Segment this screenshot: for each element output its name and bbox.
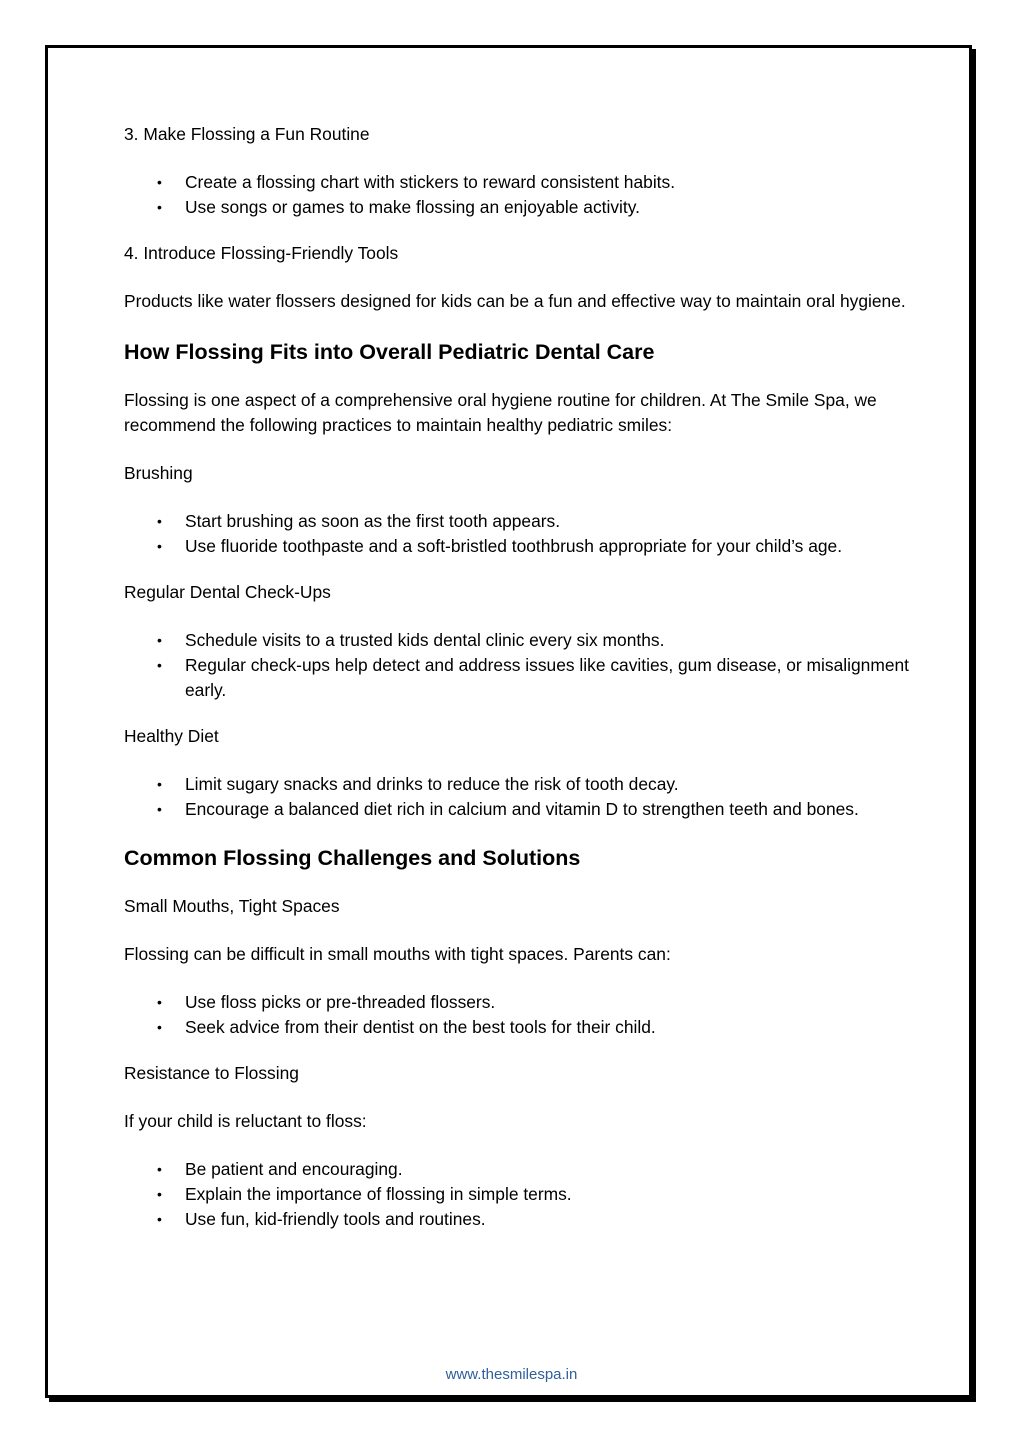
- bullet-list: [124, 990, 914, 1040]
- list-item: [124, 990, 914, 1015]
- paragraph: Brushing: [124, 463, 193, 483]
- list-item: [124, 653, 914, 703]
- list-item-text: Encourage a balanced diet rich in calcium and vitamin D to strengthen teeth and bones.: [185, 799, 859, 819]
- list-item: [124, 1182, 914, 1207]
- list-item-text: Be patient and encouraging.: [185, 1159, 403, 1179]
- bullet-list: [124, 772, 914, 822]
- bullet-icon: •: [157, 199, 162, 215]
- list-item: [124, 1207, 914, 1232]
- list-item-text: Use floss picks or pre-threaded flossers.: [185, 992, 496, 1012]
- list-item-text: Regular check-ups help detect and address issues like cavities, gum disease, or misalignment early.: [185, 655, 910, 700]
- paragraph: Flossing is one aspect of a comprehensive oral hygiene routine for children. At The Smile Spa, we recommend the following practices to maintain healthy pediatric smiles:: [124, 390, 877, 435]
- paragraph: If your child is reluctant to floss:: [124, 1111, 367, 1131]
- bullet-list: [124, 170, 914, 220]
- bullet-icon: •: [157, 632, 162, 648]
- list-item: [124, 772, 914, 797]
- bullet-list: [124, 628, 914, 703]
- document-body: [124, 122, 914, 1253]
- list-item-text: Use fun, kid-friendly tools and routines.: [185, 1209, 486, 1229]
- paragraph: Flossing can be difficult in small mouths with tight spaces. Parents can:: [124, 944, 671, 964]
- bullet-icon: •: [157, 513, 162, 529]
- footer-url[interactable]: www.thesmilespa.in: [445, 1366, 578, 1383]
- bullet-icon: •: [157, 1211, 162, 1227]
- list-item-text: Use fluoride toothpaste and a soft-bristled toothbrush appropriate for your child’s age.: [185, 536, 843, 556]
- paragraph: Healthy Diet: [124, 726, 219, 746]
- list-item: [124, 628, 914, 653]
- bullet-icon: •: [157, 994, 162, 1010]
- bullet-list: [124, 1157, 914, 1232]
- list-item: [124, 170, 914, 195]
- bullet-icon: •: [157, 538, 162, 554]
- list-item: [124, 195, 914, 220]
- list-item-text: Explain the importance of flossing in simple terms.: [185, 1184, 572, 1204]
- bullet-icon: •: [157, 801, 162, 817]
- list-item: [124, 534, 914, 559]
- paragraph: 4. Introduce Flossing-Friendly Tools: [124, 243, 399, 263]
- bullet-icon: •: [157, 1161, 162, 1177]
- bullet-icon: •: [157, 1019, 162, 1035]
- section-heading: Common Flossing Challenges and Solutions: [124, 846, 581, 870]
- bullet-icon: •: [157, 174, 162, 190]
- bullet-icon: •: [157, 776, 162, 792]
- paragraph: Small Mouths, Tight Spaces: [124, 896, 340, 916]
- list-item-text: Limit sugary snacks and drinks to reduce the risk of tooth decay.: [185, 774, 679, 794]
- list-item-text: Use songs or games to make flossing an enjoyable activity.: [185, 197, 640, 217]
- list-item: [124, 509, 914, 534]
- bullet-icon: •: [157, 657, 162, 673]
- list-item: [124, 797, 914, 822]
- bullet-list: [124, 509, 914, 559]
- section-heading: How Flossing Fits into Overall Pediatric Dental Care: [124, 340, 655, 364]
- list-item: [124, 1157, 914, 1182]
- list-item: [124, 1015, 914, 1040]
- paragraph: Resistance to Flossing: [124, 1063, 299, 1083]
- paragraph: Products like water flossers designed for kids can be a fun and effective way to maintain oral hygiene.: [124, 291, 906, 311]
- list-item-text: Start brushing as soon as the first tooth appears.: [185, 511, 561, 531]
- list-item-text: Seek advice from their dentist on the best tools for their child.: [185, 1017, 656, 1037]
- list-item-text: Schedule visits to a trusted kids dental clinic every six months.: [185, 630, 665, 650]
- paragraph: 3. Make Flossing a Fun Routine: [124, 124, 370, 144]
- bullet-icon: •: [157, 1186, 162, 1202]
- list-item-text: Create a flossing chart with stickers to reward consistent habits.: [185, 172, 676, 192]
- paragraph: Regular Dental Check-Ups: [124, 582, 331, 602]
